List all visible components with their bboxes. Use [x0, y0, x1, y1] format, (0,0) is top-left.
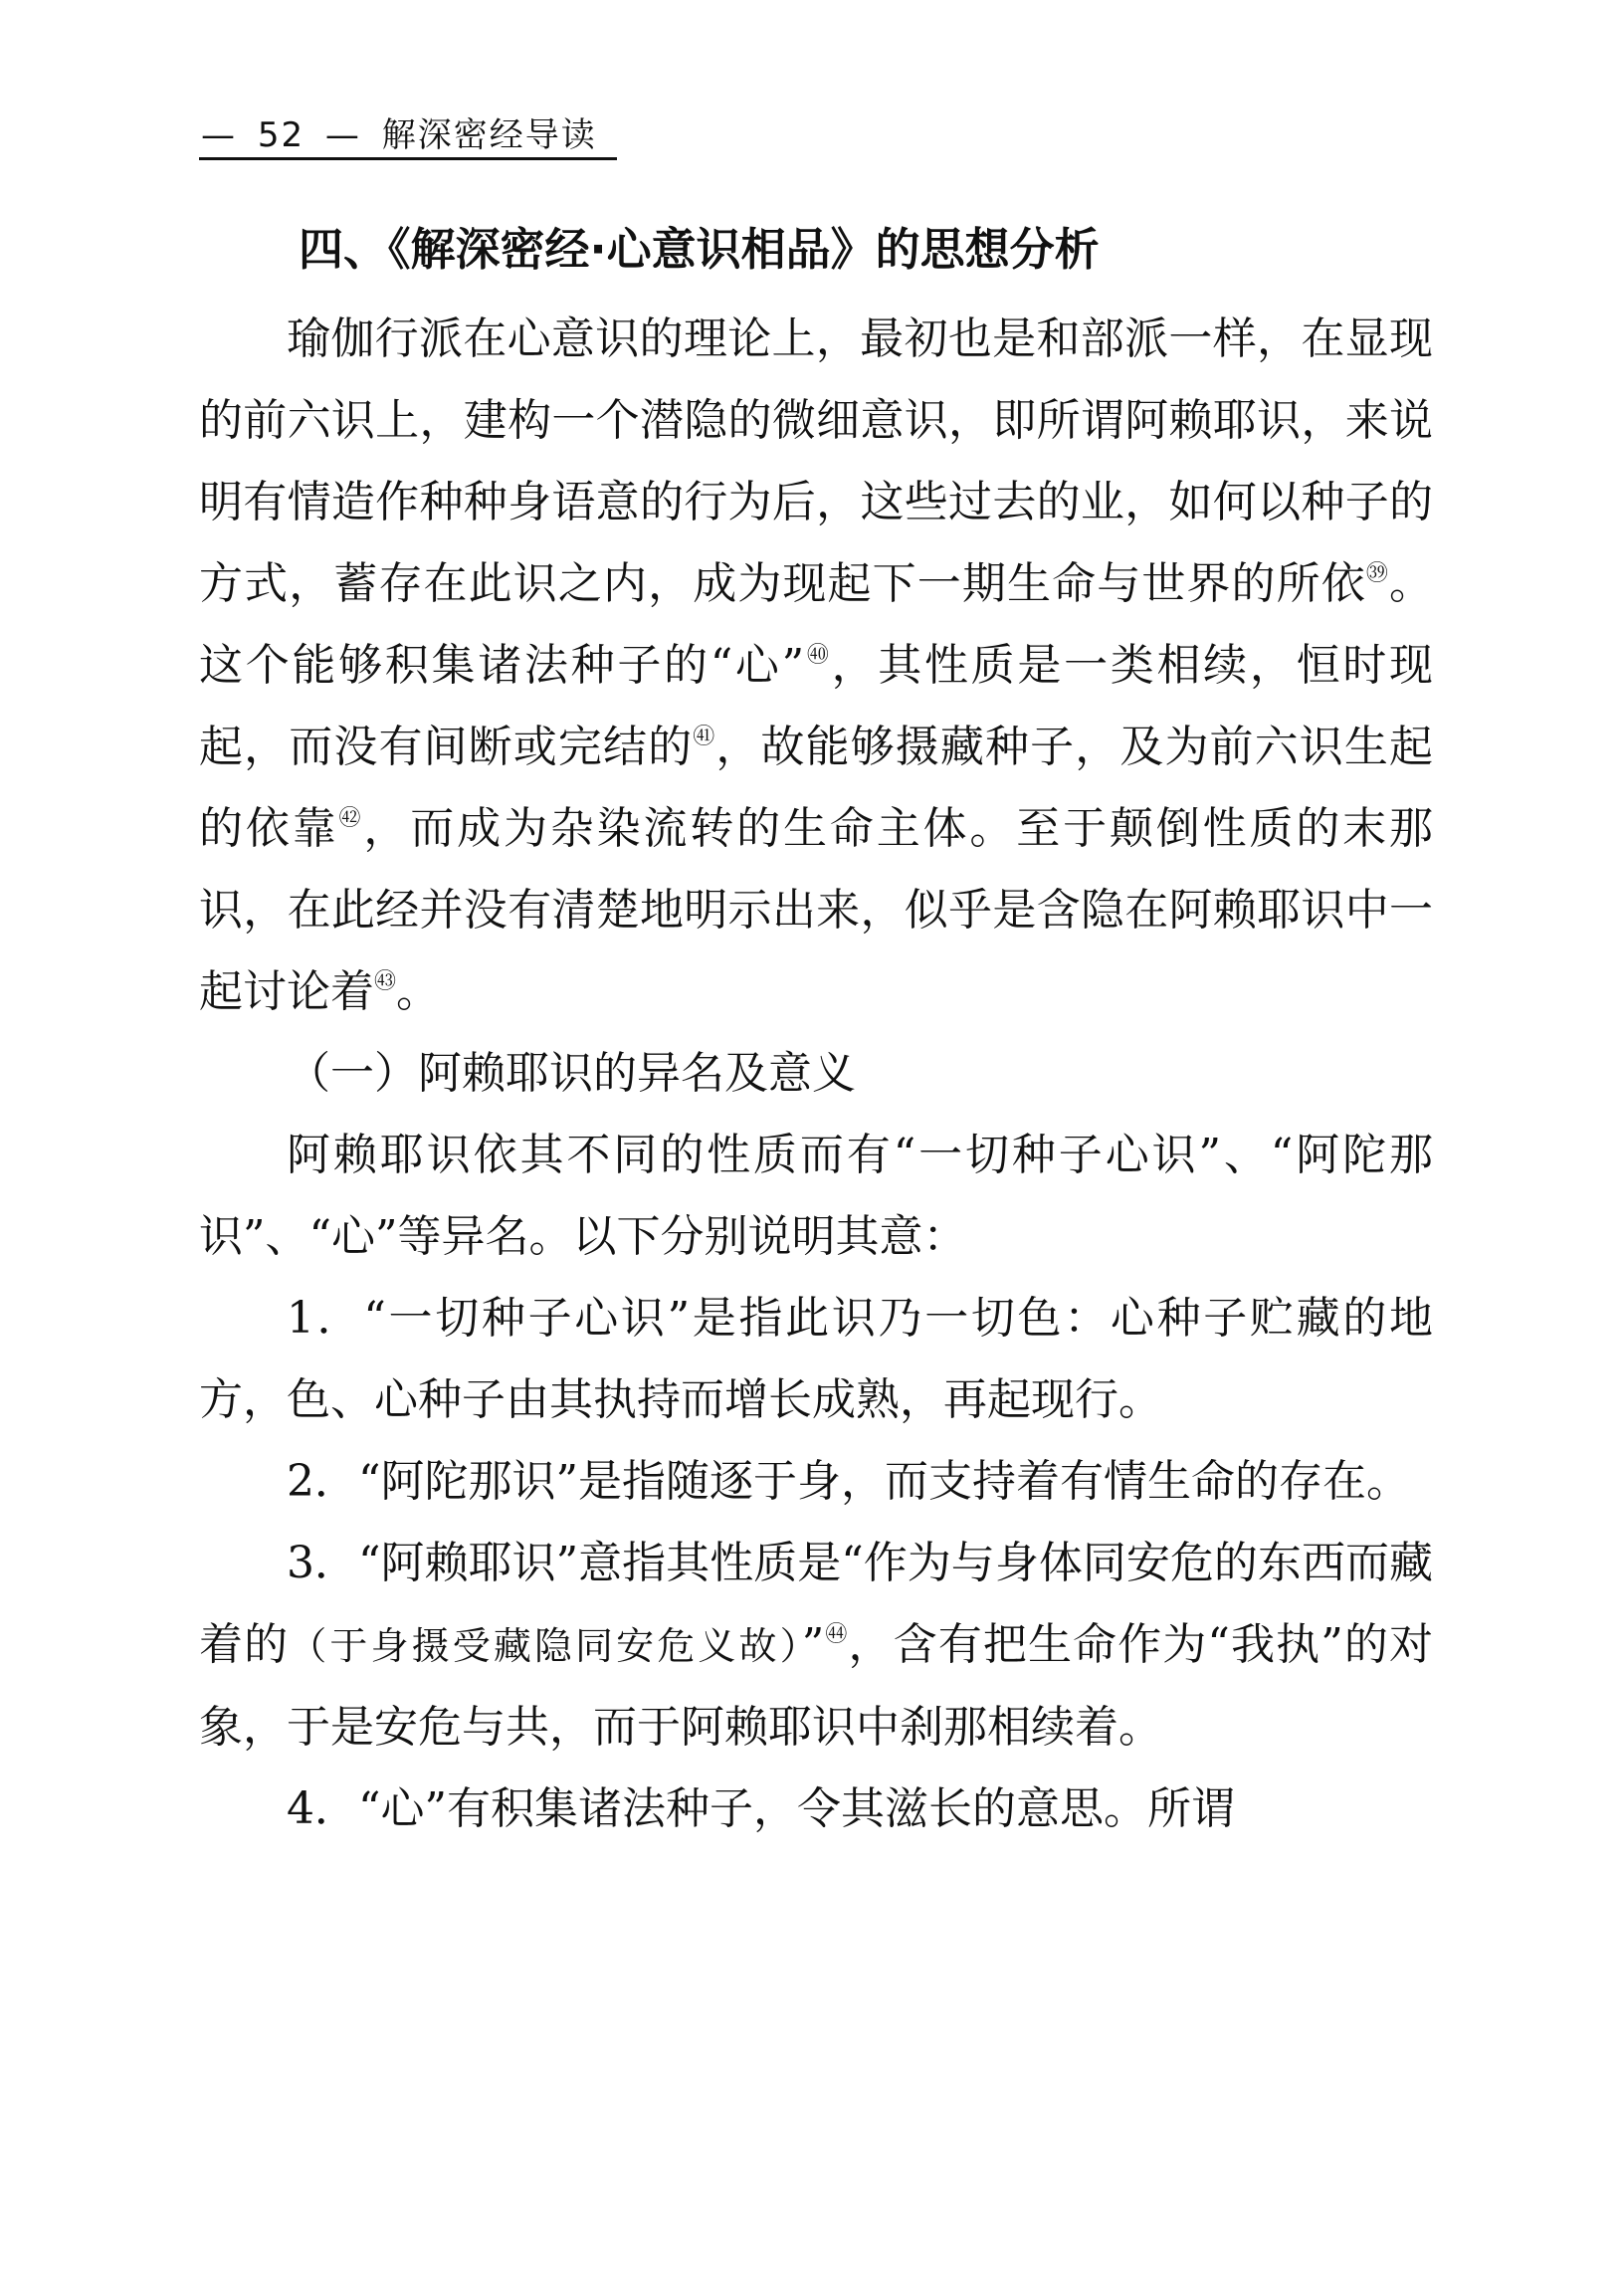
book-title: 解深密经导读 [381, 115, 597, 155]
text-segment: 阿赖耶识依其不同的性质而有“一切种子心识”、“阿陀那识”、“心”等异名。以下分别说明其意： [199, 1130, 1433, 1262]
footnote-marker: ㊵ [804, 643, 832, 669]
subsection-heading [199, 1033, 1433, 1115]
text-segment: 。这个能够积集诸法种子的“心” [199, 558, 1433, 691]
paragraph [199, 1115, 1433, 1278]
text-segment: 4．“心”有积集诸法种子，令其滋长的意思。所谓 [287, 1783, 1235, 1834]
text-segment: 瑜伽行派在心意识的理论上，最初也是和部派一样，在显现的前六识上，建构一个潜隐的微细意识，即所谓阿赖耶识，来说明有情造作种种身语意的行为后，这些过去的业，如何以种子的方式，蓄存在此识之内，成为现起下一期生命与世界的所依 [199, 313, 1433, 609]
text-segment: 。 [396, 966, 441, 1017]
page-number: 52 [257, 115, 305, 155]
running-header [201, 107, 619, 156]
paragraph [199, 1769, 1433, 1850]
inline-quote-small: （于身摄受藏隐同安危义故） [289, 1624, 802, 1668]
header-dash-right: — [324, 115, 361, 155]
paragraph [199, 1441, 1433, 1523]
text-segment: 1．“一切种子心识”是指此识乃一切色：心种子贮藏的地方，色、心种子由其执持而增长成熟，再起现行。 [199, 1293, 1433, 1425]
text-segment: （一）阿赖耶识的异名及意义 [287, 1048, 856, 1099]
text-segment: ，含有把生命作为“我执”的对象，于是安危与共，而于阿赖耶识中刹那相续着。 [199, 1619, 1433, 1753]
footnote-marker: ㊴ [1365, 561, 1389, 587]
text-segment: 2．“阿陀那识”是指随逐于身，而支持着有情生命的存在。 [287, 1456, 1410, 1507]
text-segment: 3．“阿赖耶识”意指其性质是“作为与身体同安危的东西而藏着的 [199, 1538, 1433, 1670]
text-segment: ，而成为杂染流转的生命主体。至于颠倒性质的末那识，在此经并没有清楚地明示出来，似乎是含隐在阿赖耶识中一起讨论着 [199, 803, 1434, 1017]
header-rule [199, 157, 617, 160]
text-segment: ，故能够摄藏种子，及为前六识生起的依靠 [199, 722, 1434, 854]
text-segment: ，其性质是一类相续，恒时现起，而没有间断或完结的 [199, 640, 1433, 772]
header-dash-left: — [201, 115, 237, 155]
paragraph [199, 299, 1433, 1033]
footnote-marker: ㊹ [824, 1622, 849, 1648]
footnote-marker: ㊷ [338, 806, 364, 832]
paragraph [199, 1278, 1433, 1441]
footnote-marker: ㊸ [374, 969, 397, 995]
footnote-marker: ㊶ [693, 725, 716, 750]
text-segment: ” [801, 1619, 825, 1670]
paragraph [199, 1523, 1433, 1769]
section-title: 四、《解深密经·心意识相品》的思想分析 [299, 223, 1100, 276]
body-text [199, 299, 1433, 1850]
